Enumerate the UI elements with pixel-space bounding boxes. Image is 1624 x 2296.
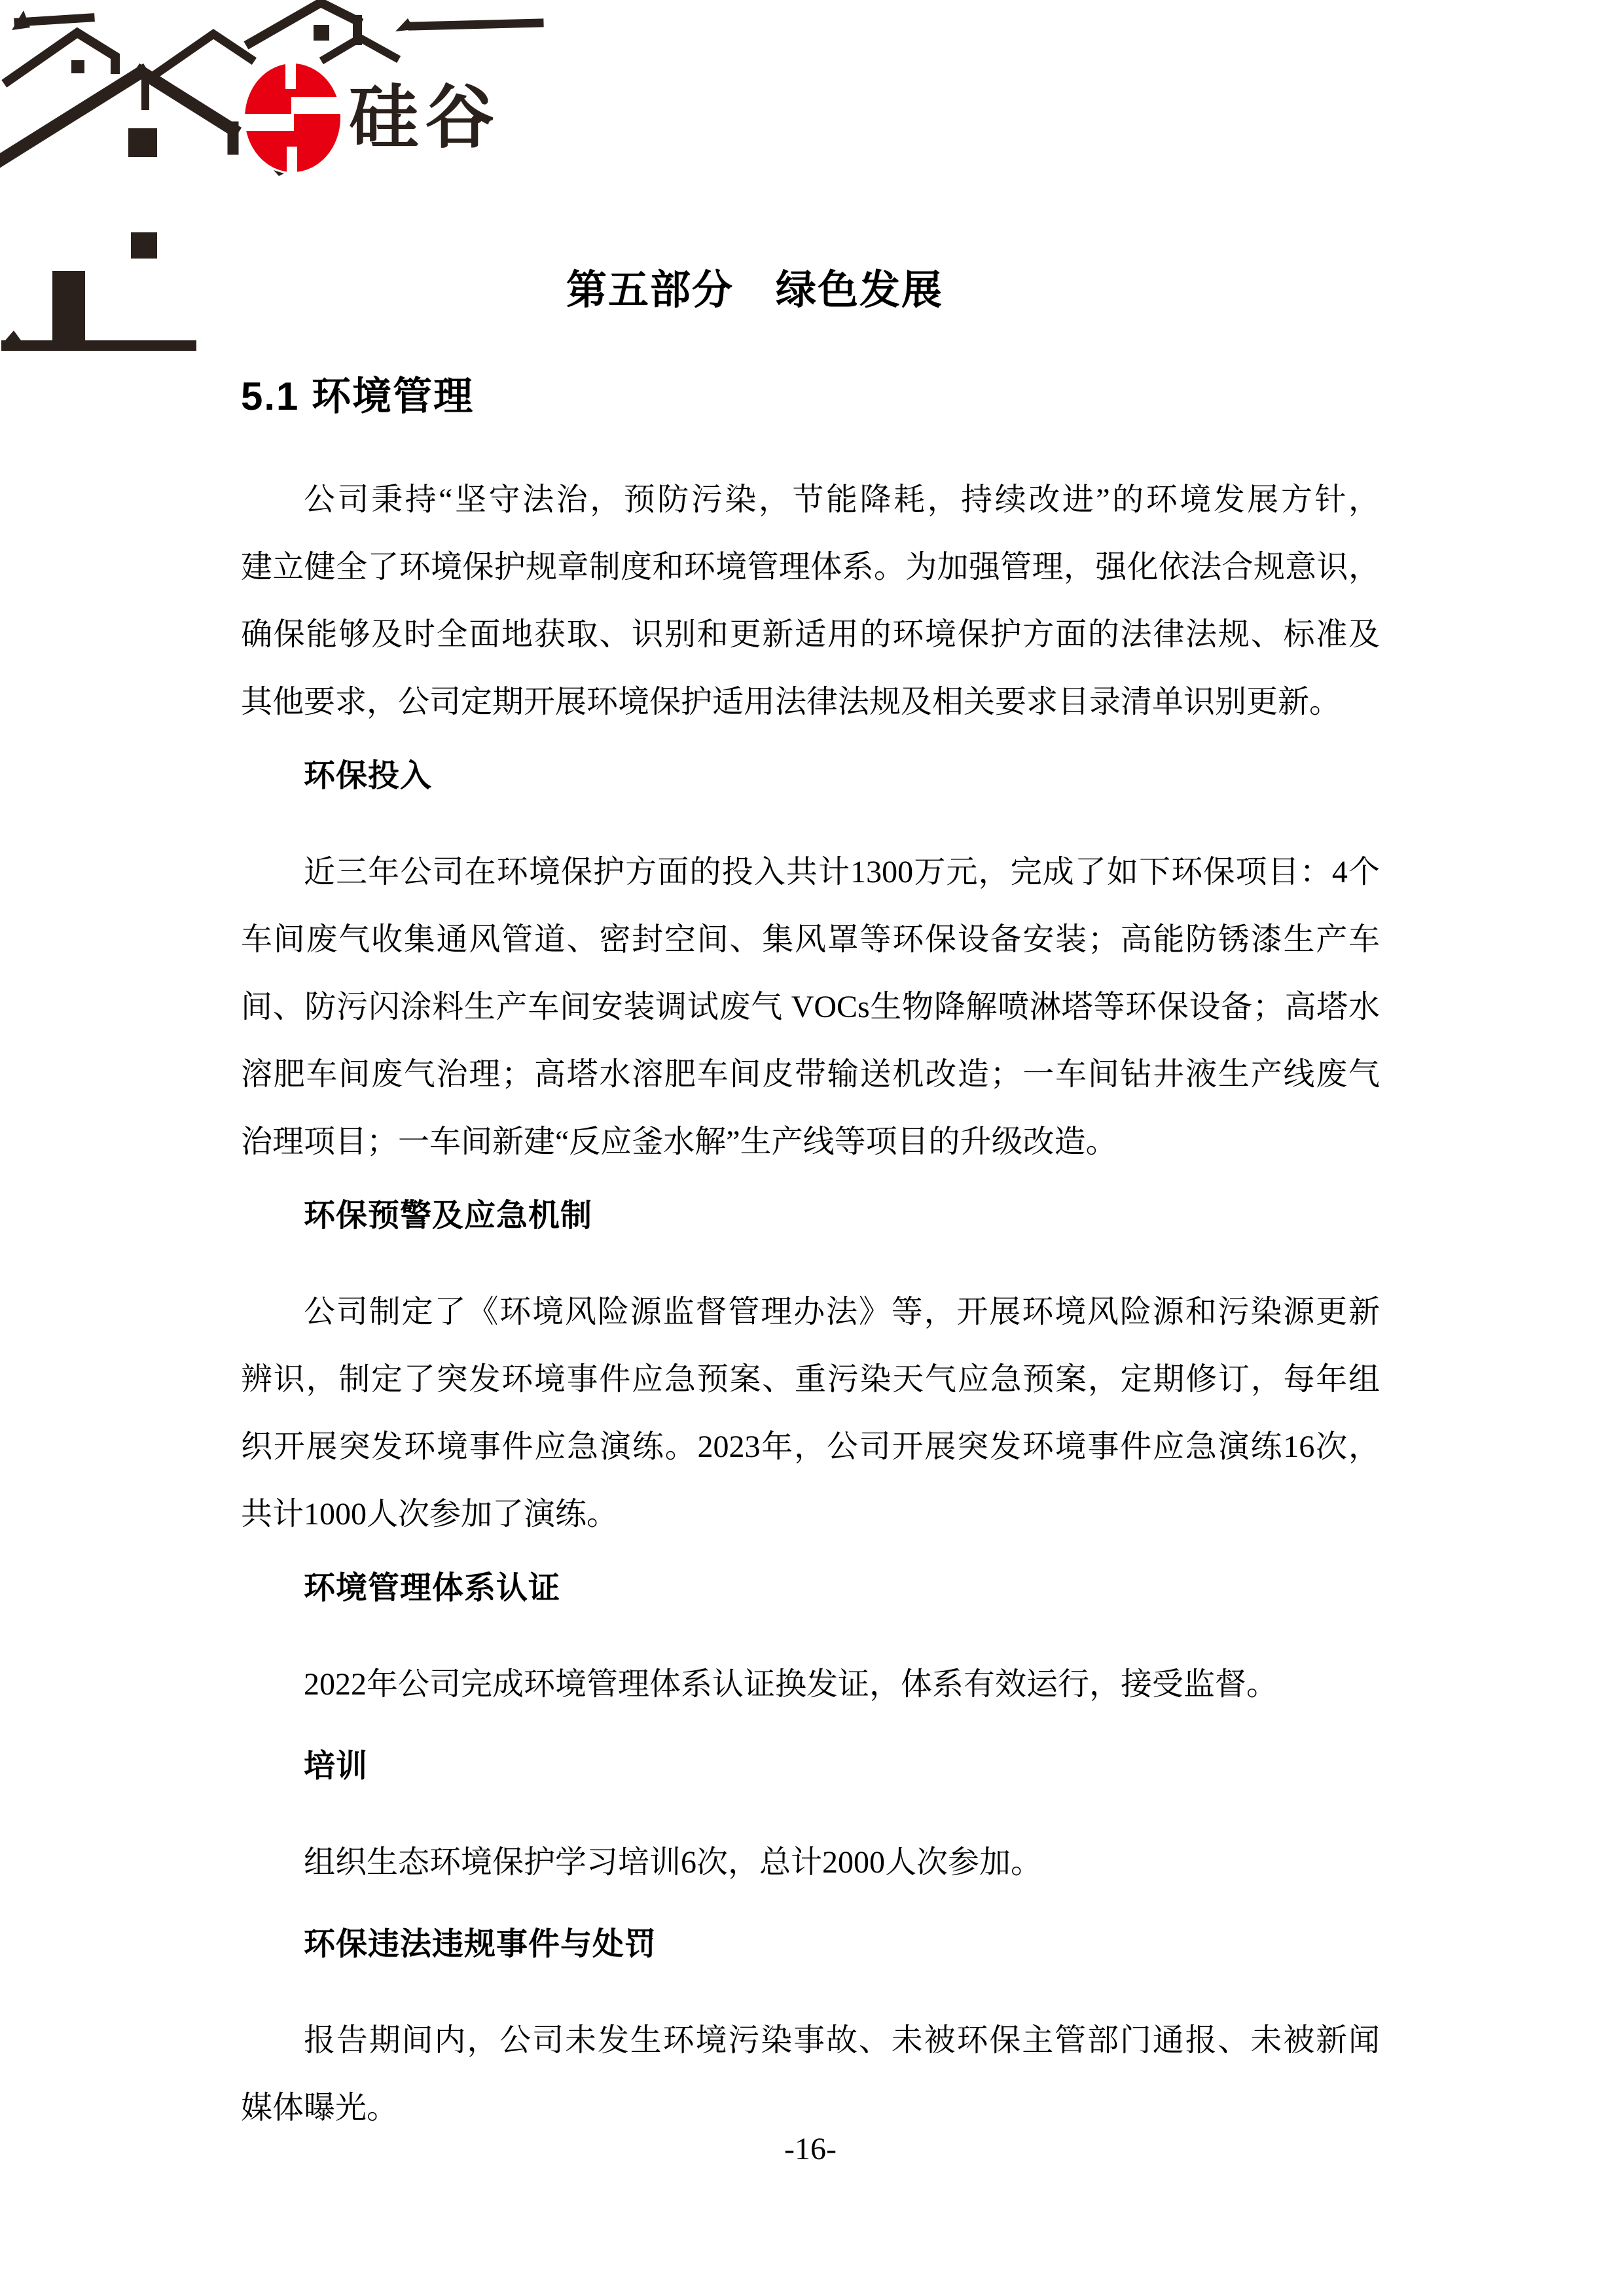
- paragraph-line: 车间废气收集通风管道、密封空间、集风罩等环保设备安装；高能防锈漆生产车: [241, 922, 1380, 957]
- paragraph-line: 织开展突发环境事件应急演练。2023年，公司开展突发环境事件应急演练16次，: [241, 1429, 1380, 1464]
- paragraph-line: 2022年公司完成环境管理体系认证换发证，体系有效运行，接受监督。: [304, 1667, 1278, 1702]
- subsection-heading-training: 培训: [304, 1749, 369, 1784]
- subsection-heading-violations: 环保违法违规事件与处罚: [304, 1927, 657, 1962]
- paragraph-line: 公司秉持“坚守法治，预防污染，节能降耗，持续改进”的环境发展方针，: [304, 482, 1380, 517]
- subsection-heading-certification: 环境管理体系认证: [304, 1571, 561, 1605]
- section-heading: 5.1 环境管理: [241, 374, 475, 418]
- intro-paragraph: [241, 466, 1380, 736]
- paragraph-line: 辨识，制定了突发环境事件应急预案、重污染天气应急预案，定期修订，每年组: [241, 1362, 1380, 1397]
- paragraph-line: 治理项目；一车间新建“反应釜水解”生产线等项目的升级改造。: [241, 1124, 1117, 1159]
- subsection-heading-investment: 环保投入: [304, 759, 433, 793]
- subsection-heading-emergency: 环保预警及应急机制: [304, 1198, 593, 1233]
- paragraph-line: 公司制定了《环境风险源监督管理办法》等，开展环境风险源和污染源更新: [304, 1295, 1380, 1329]
- brand-text: 硅谷: [349, 79, 501, 156]
- page-number: -16-: [784, 2132, 837, 2166]
- violations-paragraph: [241, 2007, 1380, 2142]
- page-content: [241, 0, 1380, 2142]
- paragraph-line: 其他要求，公司定期开展环境保护适用法律法规及相关要求目录清单识别更新。: [241, 685, 1341, 719]
- paragraph-line: 组织生态环境保护学习培训6次，总计2000人次参加。: [304, 1845, 1043, 1880]
- page-title: 第五部分 绿色发展: [566, 268, 943, 313]
- certification-paragraph: [241, 1651, 1380, 1718]
- paragraph-line: 报告期间内，公司未发生环境污染事故、未被环保主管部门通报、未被新闻: [304, 2023, 1380, 2058]
- paragraph-line: 建立健全了环境保护规章制度和环境管理体系。为加强管理，强化依法合规意识，: [241, 550, 1380, 584]
- paragraph-line: 溶肥车间废气治理；高塔水溶肥车间皮带输送机改造；一车间钻井液生产线废气: [241, 1057, 1380, 1092]
- paragraph-line: 共计1000人次参加了演练。: [241, 1497, 619, 1532]
- paragraph-line: 确保能够及时全面地获取、识别和更新适用的环境保护方面的法律法规、标准及: [241, 617, 1380, 652]
- paragraph-line: 间、防污闪涂料生产车间安装调试废气 VOCs生物降解喷淋塔等环保设备；高塔水: [241, 990, 1380, 1024]
- emergency-paragraph: [241, 1278, 1380, 1548]
- training-paragraph: [241, 1829, 1380, 1896]
- paragraph-line: 媒体曝光。: [241, 2090, 399, 2125]
- paragraph-line: 近三年公司在环境保护方面的投入共计1300万元，完成了如下环保项目：4个: [304, 855, 1380, 889]
- investment-paragraph: [241, 838, 1380, 1175]
